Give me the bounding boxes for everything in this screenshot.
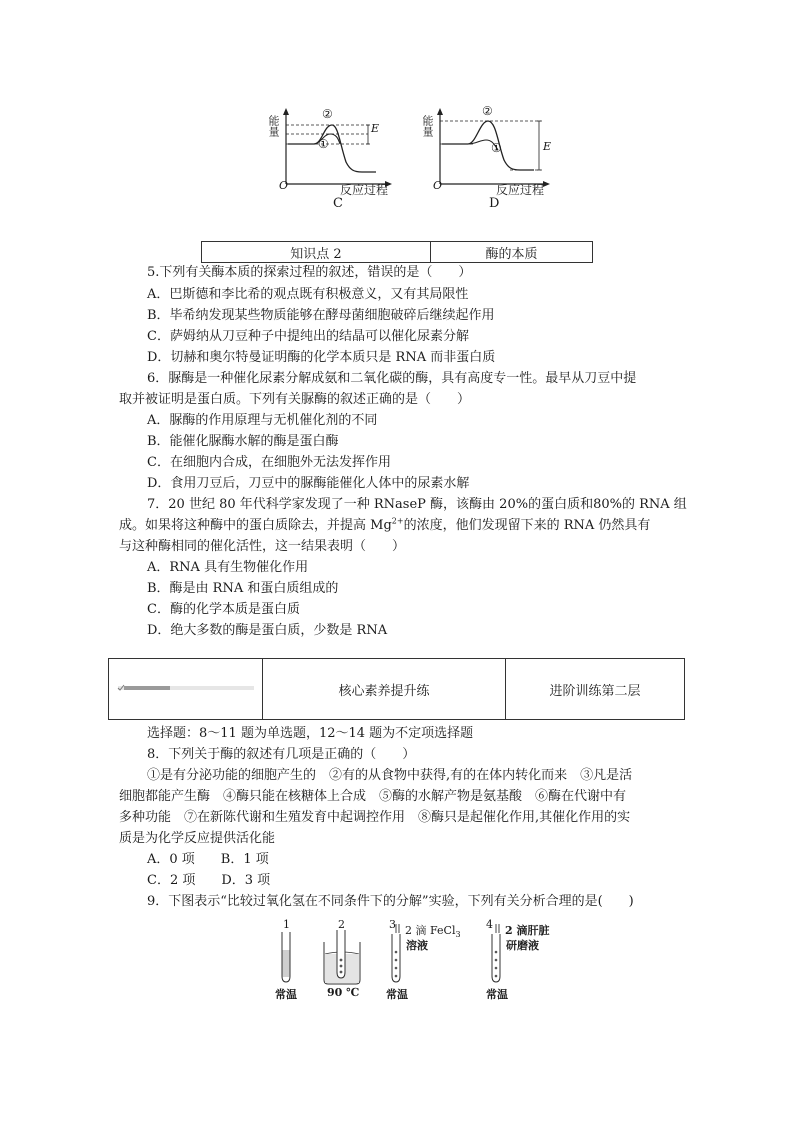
q6-line1: 6．脲酶是一种催化尿素分解成氨和二氧化碳的酶，具有高度专一性。最早从刀豆中提 [147, 371, 637, 386]
graph-d-mark1: ① [491, 141, 502, 155]
tube3-reagent-line2: 溶液 [406, 939, 428, 952]
tube2-number: 2 [338, 918, 345, 931]
y-axis-arrow-icon [283, 108, 289, 115]
curve-2 [288, 125, 376, 172]
graph-c-e: E [371, 122, 380, 135]
q5-stem: 5.下列有关酶本质的探索过程的叙述，错误的是（ ） [147, 265, 472, 280]
q7-line2: 成。如果将这种酶中的蛋白质除去，并提高 $Mg^{2+}$的浓度，他们发现留下来的 RNA 仍然具有 [119, 516, 651, 533]
graph-d-caption: D [489, 196, 500, 211]
graph-c-xlabel: 反应过程 [340, 183, 389, 197]
test-tube-3 [392, 924, 400, 982]
q6-line2: 取并被证明是蛋白质。下列有关脲酶的叙述正确的是（ ） [119, 392, 471, 407]
kp-right: 酶的本质 [431, 242, 593, 263]
section-header-middle: 核心素养提升练 [263, 659, 506, 719]
q8-line2: 细胞都能产生酶 ④酶只能在核糖体上合成 ⑤酶的水解产物是氨基酸 ⑥酶在代谢中有 [119, 789, 627, 804]
q6-option-d: D．食用刀豆后，刀豆中的脲酶能催化人体中的尿素水解 [147, 476, 470, 491]
graph-c-caption: C [333, 196, 343, 211]
graph-d-ylabel: 能量 [421, 115, 434, 137]
q8-options-ab: A．0 项 B．1 项 [147, 852, 269, 867]
graph-d-mark2: ② [482, 104, 493, 118]
q5-option-a: A．巴斯德和李比希的观点既有积极意义，又有其局限性 [147, 287, 469, 302]
q5-option-b: B．毕希纳发现某些物质能够在酵母菌细胞破碎后继续起作用 [147, 308, 495, 323]
tube4-reagent-line1: 2 滴肝脏 [505, 924, 550, 937]
q7-option-b: B．酶是由 RNA 和蛋白质组成的 [147, 581, 339, 596]
q9-stem: 9．下图表示“比较过氧化氢在不同条件下的分解”实验，下列有关分析合理的是( ) [147, 894, 634, 909]
graph-c-ylabel: 能量 [267, 115, 280, 137]
q8-line3: 多种功能 ⑦在新陈代谢和生殖发育中起调控作用 ⑧酶只是起催化作用,其催化作用的实 [119, 810, 631, 825]
q8-options-cd: C．2 项 D．3 项 [147, 873, 271, 888]
y-axis-arrow-icon [437, 108, 443, 115]
q5-option-c: C．萨姆纳从刀豆种子中提纯出的结晶可以催化尿素分解 [147, 329, 469, 344]
tube3-number: 3 [389, 918, 396, 931]
section-header [108, 658, 685, 720]
tube4-condition: 常温 [486, 988, 508, 1001]
q8-line4: 质是为化学反应提供活化能 [119, 831, 276, 846]
selection-note: 选择题：8～11 题为单选题，12～14 题为不定项选择题 [147, 726, 474, 741]
q5-option-d: D．切赫和奥尔特曼证明酶的化学本质只是 RNA 而非蛋白质 [147, 350, 496, 365]
q8-stem: 8．下列关于酶的叙述有几项是正确的（ ） [147, 747, 416, 762]
tube3-reagent-line1: 2 滴 FeCl$_3$ [405, 924, 461, 940]
x-axis-arrow-icon [543, 181, 550, 187]
tube4-number: 4 [486, 918, 493, 931]
q7-option-a: A．RNA 具有生物催化作用 [147, 560, 309, 575]
tube1-number: 1 [283, 918, 290, 931]
q6-option-a: A．脲酶的作用原理与无机催化剂的不同 [147, 413, 378, 428]
test-tube-1 [282, 932, 290, 982]
kp-left: 知识点 2 [202, 242, 431, 263]
graph-d-origin: O [433, 179, 443, 192]
q7-option-d: D．绝大多数的酶是蛋白质，少数是 RNA [147, 623, 388, 638]
q6-option-c: C．在细胞内合成，在细胞外无法发挥作用 [147, 455, 391, 470]
progress-logo-icon [116, 683, 256, 695]
q6-option-b: B．能催化脲酶水解的酶是蛋白酶 [147, 434, 339, 449]
graph-c-origin: O [279, 179, 289, 192]
q8-line1: ①是有分泌功能的细胞产生的 ②有的从食物中获得,有的在体内转化而来 ③凡是活 [147, 768, 633, 783]
curve-2 [442, 121, 534, 170]
graph-c-mark1: ① [318, 137, 329, 151]
beaker-with-tube-2 [324, 930, 360, 984]
knowledge-point-table [201, 241, 593, 263]
tube2-condition: 90 ℃ [327, 986, 360, 999]
q7-line3: 与这种酶相同的催化活性，这一结果表明（ ） [119, 539, 406, 554]
q7-option-c: C．酶的化学本质是蛋白质 [147, 602, 300, 617]
tube4-reagent-line2: 研磨液 [506, 939, 539, 952]
graph-d-e: E [543, 140, 552, 153]
tube3-condition: 常温 [386, 988, 408, 1001]
q7-line1: 7．20 世纪 80 年代科学家发现了一种 RNaseP 酶，该酶由 20%的蛋白质和80%的 RNA 组 [147, 497, 687, 512]
graph-d-xlabel: 反应过程 [496, 183, 545, 197]
section-header-logo-cell [109, 659, 263, 719]
tube1-condition: 常温 [275, 988, 297, 1001]
graph-c-mark2: ② [322, 107, 333, 121]
section-header-right: 进阶训练第二层 [549, 683, 641, 699]
test-tube-4 [492, 924, 500, 982]
